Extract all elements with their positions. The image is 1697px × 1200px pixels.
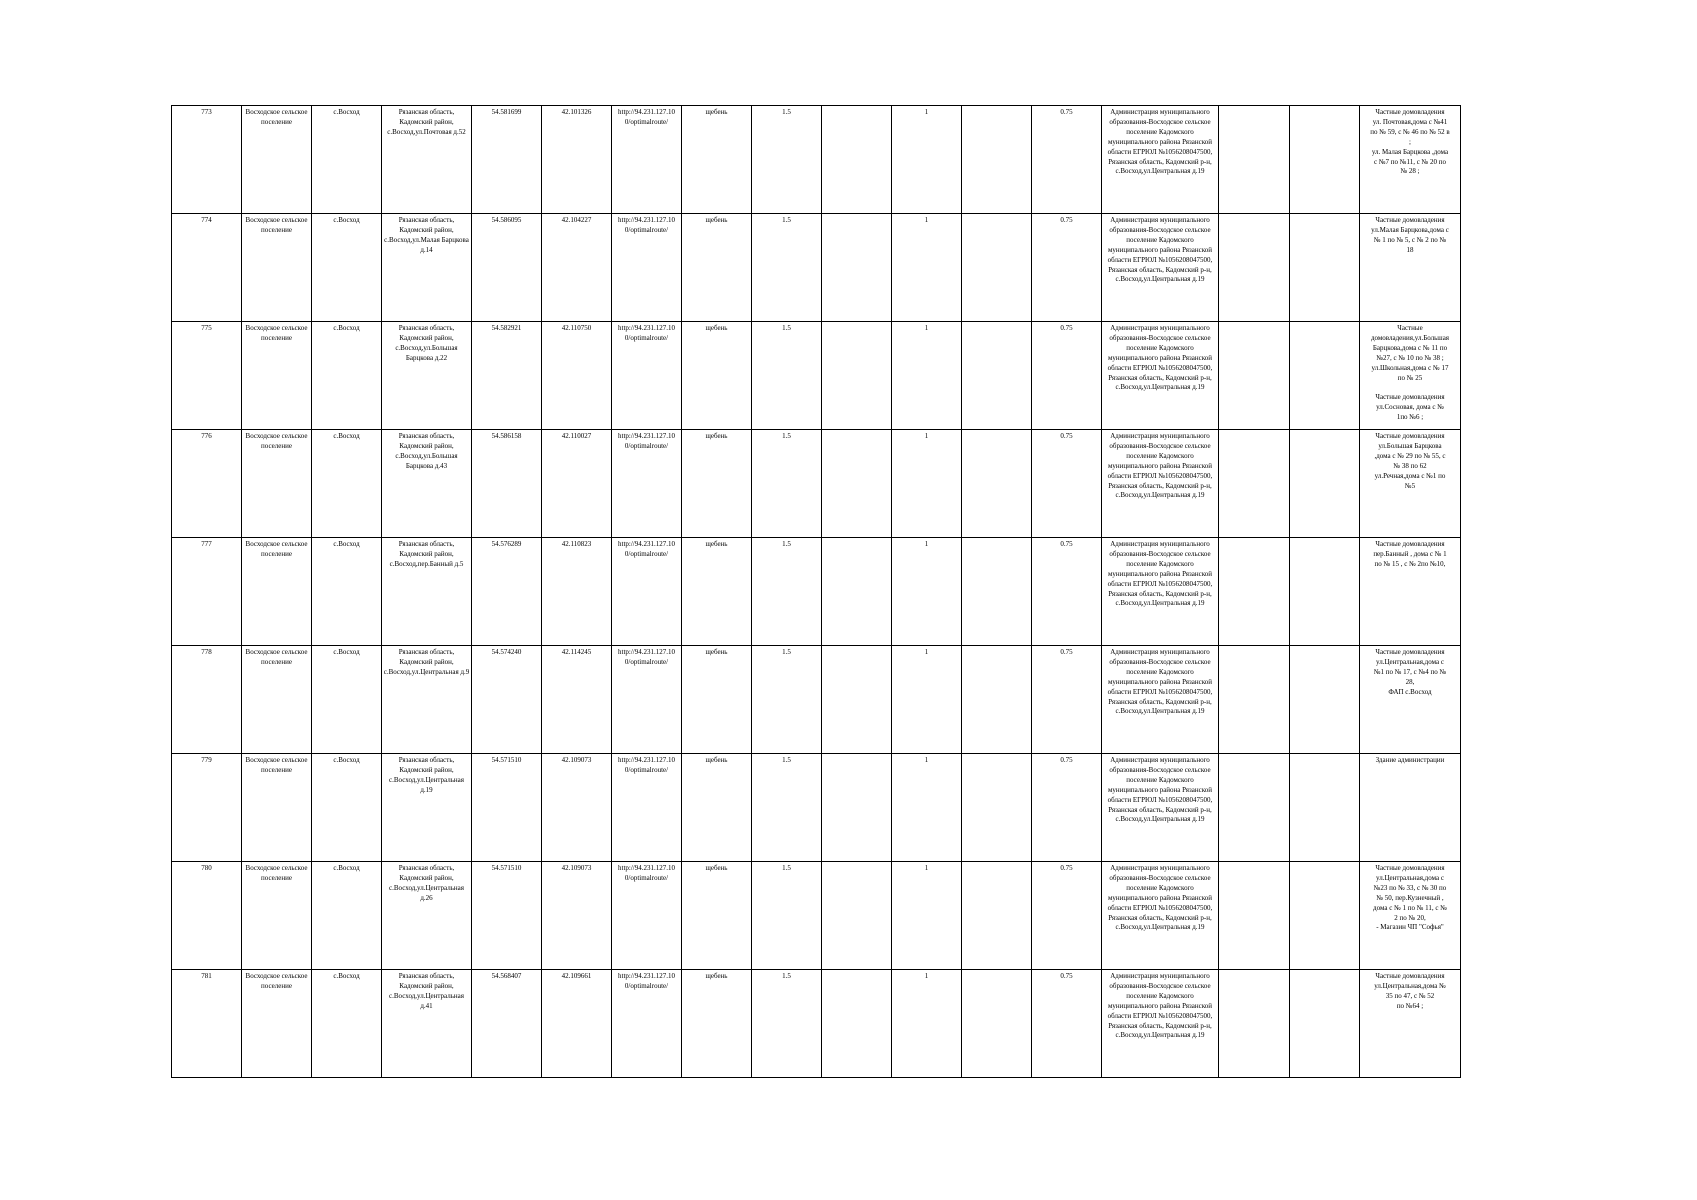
cell-settlement: Восходское сельское поселение — [242, 322, 312, 430]
cell-settlement: Восходское сельское поселение — [242, 646, 312, 754]
cell-empty — [1219, 862, 1290, 970]
cell-empty — [822, 322, 892, 430]
table-row — [172, 106, 1461, 214]
cell-latitude: 54.571510 — [472, 862, 542, 970]
cell-waste-sources — [1360, 646, 1461, 754]
cell-empty — [822, 106, 892, 214]
cell-surface: щебень — [682, 970, 752, 1078]
cell-waste-sources — [1360, 106, 1461, 214]
cell-empty — [1290, 106, 1360, 214]
cell-locality: с.Восход — [312, 214, 382, 322]
waste-source-line: ул. Малая Барцкова ,дома — [1371, 147, 1449, 156]
cell-volume: 0.75 — [1032, 214, 1102, 322]
cell-owner: Администрация муниципального образования-Восходское сельское поселение Кадомского муниципального района Рязанской области ЕГРЮЛ №1056208047500, Рязанская область, Кадомский р-н, с.Восход,ул.Центральная д.19 — [1102, 646, 1219, 754]
cell-route-link[interactable]: http://94.231.127.10 0/optimalroute/ — [612, 754, 682, 862]
cell-latitude: 54.571510 — [472, 754, 542, 862]
cell-locality: с.Восход — [312, 862, 382, 970]
cell-address: Рязанская область, Кадомский район, с.Восход,пер.Банный д.5 — [382, 538, 472, 646]
cell-empty — [822, 538, 892, 646]
cell-volume: 0.75 — [1032, 754, 1102, 862]
cell-number: 774 — [172, 214, 242, 322]
cell-surface: щебень — [682, 322, 752, 430]
waste-source-line: по № 15 , с № 2по №10, — [1374, 559, 1446, 568]
cell-empty — [822, 214, 892, 322]
cell-settlement: Восходское сельское поселение — [242, 862, 312, 970]
cell-waste-sources — [1360, 322, 1461, 430]
waste-source-line: № 1 по № 5, с № 2 по № — [1373, 235, 1447, 244]
cell-latitude: 54.568407 — [472, 970, 542, 1078]
cell-volume: 0.75 — [1032, 646, 1102, 754]
cell-locality: с.Восход — [312, 430, 382, 538]
cell-number: 773 — [172, 106, 242, 214]
cell-latitude: 54.586095 — [472, 214, 542, 322]
cell-owner: Администрация муниципального образования-Восходское сельское поселение Кадомского муниципального района Рязанской области ЕГРЮЛ №1056208047500, Рязанская область, Кадомский р-н, с.Восход,ул.Центральная д.19 — [1102, 862, 1219, 970]
cell-container-count: 1 — [892, 970, 962, 1078]
table-row — [172, 538, 1461, 646]
cell-empty — [1219, 322, 1290, 430]
table-row — [172, 214, 1461, 322]
waste-source-line: Частные — [1397, 324, 1423, 332]
cell-container-count: 1 — [892, 862, 962, 970]
registry-rows — [172, 106, 1461, 1078]
cell-owner: Администрация муниципального образования-Восходское сельское поселение Кадомского муниципального района Рязанской области ЕГРЮЛ №1056208047500, Рязанская область, Кадомский р-н, с.Восход,ул.Центральная д.19 — [1102, 538, 1219, 646]
cell-surface: щебень — [682, 538, 752, 646]
cell-empty — [1219, 214, 1290, 322]
waste-source-line: №5 — [1404, 481, 1416, 490]
waste-source-line: ; — [1409, 137, 1411, 146]
cell-number: 779 — [172, 754, 242, 862]
cell-surface: щебень — [682, 430, 752, 538]
cell-empty — [962, 970, 1032, 1078]
waste-source-line: № 38 по 62 — [1393, 461, 1427, 470]
cell-locality: с.Восход — [312, 106, 382, 214]
cell-address: Рязанская область, Кадомский район, с.Восход,ул.Малая Барцкова д.14 — [382, 214, 472, 322]
waste-source-line: Здание администрации — [1375, 756, 1445, 764]
waste-source-line: Барцкова,дома с № 11 по — [1372, 343, 1448, 352]
cell-address: Рязанская область, Кадомский район, с.Восход,ул.Центральная д.19 — [382, 754, 472, 862]
cell-area: 1.5 — [752, 322, 822, 430]
waste-source-line: Частные домовладения — [1375, 972, 1445, 980]
cell-empty — [962, 106, 1032, 214]
table-row — [172, 970, 1461, 1078]
cell-empty — [1219, 538, 1290, 646]
waste-source-line — [1361, 383, 1459, 393]
cell-locality: с.Восход — [312, 322, 382, 430]
waste-source-line: ФАП с.Восход — [1388, 687, 1432, 696]
cell-route-link[interactable]: http://94.231.127.10 0/optimalroute/ — [612, 430, 682, 538]
cell-empty — [1290, 862, 1360, 970]
cell-latitude: 54.586158 — [472, 430, 542, 538]
cell-address: Рязанская область, Кадомский район, с.Восход,ул.Большая Барцкова д.43 — [382, 430, 472, 538]
waste-source-line: ул. Почтовая,дома с №41 — [1372, 117, 1448, 126]
cell-number: 775 — [172, 322, 242, 430]
cell-empty — [822, 430, 892, 538]
waste-source-line: ул.Большая Барцкова — [1378, 441, 1442, 450]
waste-source-line: по № 25 — [1397, 373, 1423, 382]
cell-surface: щебень — [682, 646, 752, 754]
registry-table — [171, 105, 1461, 1078]
cell-empty — [1290, 214, 1360, 322]
cell-number: 781 — [172, 970, 242, 1078]
waste-source-line: Частные домовладения — [1375, 432, 1445, 440]
cell-empty — [1219, 646, 1290, 754]
cell-empty — [962, 754, 1032, 862]
waste-source-line: - Магазин ЧП "Софья" — [1376, 923, 1444, 932]
cell-locality: с.Восход — [312, 754, 382, 862]
cell-surface: щебень — [682, 754, 752, 862]
cell-route-link[interactable]: http://94.231.127.10 0/optimalroute/ — [612, 538, 682, 646]
cell-surface: щебень — [682, 106, 752, 214]
cell-empty — [962, 538, 1032, 646]
cell-empty — [822, 754, 892, 862]
cell-empty — [822, 862, 892, 970]
cell-waste-sources — [1360, 430, 1461, 538]
cell-waste-sources — [1360, 538, 1461, 646]
cell-owner: Администрация муниципального образования-Восходское сельское поселение Кадомского муниципального района Рязанской области ЕГРЮЛ №1056208047500, Рязанская область, Кадомский р-н, с.Восход,ул.Центральная д.19 — [1102, 106, 1219, 214]
cell-container-count: 1 — [892, 322, 962, 430]
cell-route-link[interactable]: http://94.231.127.10 0/optimalroute/ — [612, 322, 682, 430]
cell-number: 780 — [172, 862, 242, 970]
cell-owner: Администрация муниципального образования-Восходское сельское поселение Кадомского муниципального района Рязанской области ЕГРЮЛ №1056208047500, Рязанская область, Кадомский р-н, с.Восход,ул.Центральная д.19 — [1102, 970, 1219, 1078]
waste-source-line: по № 59, с № 46 по № 52 в — [1370, 127, 1450, 136]
waste-source-line: Частные домовладения — [1375, 540, 1445, 548]
cell-route-link[interactable]: http://94.231.127.10 0/optimalroute/ — [612, 214, 682, 322]
cell-latitude: 54.582921 — [472, 322, 542, 430]
waste-source-line: 2 по № 20, — [1394, 913, 1426, 922]
cell-longitude: 42.101326 — [542, 106, 612, 214]
table-row — [172, 862, 1461, 970]
cell-latitude: 54.576289 — [472, 538, 542, 646]
cell-empty — [962, 322, 1032, 430]
cell-area: 1.5 — [752, 214, 822, 322]
cell-address: Рязанская область, Кадомский район, с.Восход,ул.Центральная д.9 — [382, 646, 472, 754]
cell-waste-sources — [1360, 970, 1461, 1078]
cell-volume: 0.75 — [1032, 970, 1102, 1078]
cell-empty — [1290, 322, 1360, 430]
cell-area: 1.5 — [752, 646, 822, 754]
waste-source-line: Частные домовладения — [1375, 216, 1445, 224]
waste-source-line: по №64 ; — [1396, 1001, 1424, 1010]
cell-latitude: 54.574240 — [472, 646, 542, 754]
cell-waste-sources — [1360, 754, 1461, 862]
cell-longitude: 42.114245 — [542, 646, 612, 754]
cell-longitude: 42.109661 — [542, 970, 612, 1078]
cell-locality: с.Восход — [312, 646, 382, 754]
cell-owner: Администрация муниципального образования-Восходское сельское поселение Кадомского муниципального района Рязанской области ЕГРЮЛ №1056208047500, Рязанская область, Кадомский р-н, с.Восход,ул.Центральная д.19 — [1102, 322, 1219, 430]
cell-volume: 0.75 — [1032, 106, 1102, 214]
cell-area: 1.5 — [752, 538, 822, 646]
cell-number: 777 — [172, 538, 242, 646]
cell-container-count: 1 — [892, 430, 962, 538]
cell-container-count: 1 — [892, 538, 962, 646]
cell-longitude: 42.104227 — [542, 214, 612, 322]
cell-area: 1.5 — [752, 106, 822, 214]
cell-settlement: Восходское сельское поселение — [242, 754, 312, 862]
cell-waste-sources — [1360, 214, 1461, 322]
waste-source-line: Частные домовладения — [1375, 108, 1445, 116]
waste-source-line: Частные домовладения — [1375, 864, 1445, 872]
waste-source-line: 35 по 47, с № 52 — [1385, 991, 1435, 1000]
waste-source-line: №27, с № 10 по № 38 ; — [1376, 353, 1444, 362]
table-row — [172, 646, 1461, 754]
cell-empty — [1290, 970, 1360, 1078]
cell-settlement: Восходское сельское поселение — [242, 214, 312, 322]
cell-empty — [1219, 970, 1290, 1078]
waste-source-line: ул.Центральная,дома с — [1376, 657, 1444, 666]
cell-locality: с.Восход — [312, 538, 382, 646]
cell-settlement: Восходское сельское поселение — [242, 970, 312, 1078]
cell-longitude: 42.109073 — [542, 754, 612, 862]
waste-source-line: дома с № 1 по № 11, с № — [1373, 903, 1447, 912]
cell-container-count: 1 — [892, 106, 962, 214]
waste-source-line: ул.Центральная,дома с — [1376, 873, 1444, 882]
cell-number: 778 — [172, 646, 242, 754]
waste-source-line: Частные домовладения — [1375, 648, 1445, 656]
cell-empty — [1219, 106, 1290, 214]
cell-area: 1.5 — [752, 970, 822, 1078]
waste-source-line: 1по №6 ; — [1396, 413, 1424, 422]
cell-owner: Администрация муниципального образования-Восходское сельское поселение Кадомского муниципального района Рязанской области ЕГРЮЛ №1056208047500, Рязанская область, Кадомский р-н, с.Восход,ул.Центральная д.19 — [1102, 214, 1219, 322]
waste-source-line: пер.Банный , дома с № 1 — [1373, 549, 1447, 558]
waste-source-line: ул.Сосновая, дома с № — [1376, 403, 1444, 412]
cell-empty — [962, 646, 1032, 754]
cell-route-link[interactable]: http://94.231.127.10 0/optimalroute/ — [612, 106, 682, 214]
cell-route-link[interactable]: http://94.231.127.10 0/optimalroute/ — [612, 646, 682, 754]
cell-volume: 0.75 — [1032, 862, 1102, 970]
cell-volume: 0.75 — [1032, 430, 1102, 538]
cell-settlement: Восходское сельское поселение — [242, 538, 312, 646]
table-row — [172, 754, 1461, 862]
waste-source-line: 28, — [1405, 677, 1415, 686]
cell-volume: 0.75 — [1032, 538, 1102, 646]
cell-area: 1.5 — [752, 754, 822, 862]
cell-address: Рязанская область, Кадомский район, с.Восход,ул.Почтовая д.52 — [382, 106, 472, 214]
cell-area: 1.5 — [752, 862, 822, 970]
cell-empty — [962, 430, 1032, 538]
waste-source-line: 18 — [1406, 245, 1414, 254]
cell-waste-sources — [1360, 862, 1461, 970]
cell-settlement: Восходское сельское поселение — [242, 106, 312, 214]
cell-longitude: 42.110750 — [542, 322, 612, 430]
cell-empty — [962, 862, 1032, 970]
cell-settlement: Восходское сельское поселение — [242, 430, 312, 538]
cell-container-count: 1 — [892, 754, 962, 862]
waste-source-line: № 50, пер.Кузнечный , — [1376, 893, 1444, 902]
table-row — [172, 322, 1461, 430]
cell-longitude: 42.110027 — [542, 430, 612, 538]
cell-longitude: 42.110823 — [542, 538, 612, 646]
cell-empty — [822, 970, 892, 1078]
table-row — [172, 430, 1461, 538]
cell-owner: Администрация муниципального образования-Восходское сельское поселение Кадомского муниципального района Рязанской области ЕГРЮЛ №1056208047500, Рязанская область, Кадомский р-н, с.Восход,ул.Центральная д.19 — [1102, 430, 1219, 538]
cell-address: Рязанская область, Кадомский район, с.Восход,ул.Центральная д.26 — [382, 862, 472, 970]
cell-empty — [822, 646, 892, 754]
waste-source-line: №23 по № 33, с № 30 по — [1373, 883, 1447, 892]
waste-source-line: № 28 ; — [1400, 167, 1420, 176]
waste-source-line: ул.Центральная,дома № — [1374, 981, 1446, 990]
cell-address: Рязанская область, Кадомский район, с.Восход,ул.Большая Барцкова д.22 — [382, 322, 472, 430]
waste-source-line: №1 по № 17, с №4 по № — [1373, 667, 1447, 676]
waste-source-line: ул.Речная,дома с №1 по — [1374, 471, 1446, 480]
cell-surface: щебень — [682, 214, 752, 322]
cell-number: 776 — [172, 430, 242, 538]
cell-area: 1.5 — [752, 430, 822, 538]
cell-locality: с.Восход — [312, 970, 382, 1078]
cell-empty — [1219, 430, 1290, 538]
cell-empty — [1290, 430, 1360, 538]
cell-volume: 0.75 — [1032, 322, 1102, 430]
cell-address: Рязанская область, Кадомский район, с.Восход,ул.Центральная д.41 — [382, 970, 472, 1078]
cell-empty — [1290, 754, 1360, 862]
cell-surface: щебень — [682, 862, 752, 970]
cell-latitude: 54.581699 — [472, 106, 542, 214]
cell-empty — [1219, 754, 1290, 862]
cell-route-link[interactable]: http://94.231.127.10 0/optimalroute/ — [612, 862, 682, 970]
cell-empty — [1290, 538, 1360, 646]
waste-source-line: ,дома с № 29 по № 55, с — [1374, 451, 1446, 460]
cell-route-link[interactable]: http://94.231.127.10 0/optimalroute/ — [612, 970, 682, 1078]
waste-source-line: ул.Школьная,дома с № 17 — [1371, 363, 1449, 372]
waste-source-line: домовладения,ул.Большая — [1370, 333, 1450, 342]
cell-empty — [962, 214, 1032, 322]
cell-container-count: 1 — [892, 214, 962, 322]
cell-container-count: 1 — [892, 646, 962, 754]
waste-source-line: ул.Малая Барцкова,дома с — [1371, 225, 1449, 234]
cell-owner: Администрация муниципального образования-Восходское сельское поселение Кадомского муниципального района Рязанской области ЕГРЮЛ №1056208047500, Рязанская область, Кадомский р-н, с.Восход,ул.Центральная д.19 — [1102, 754, 1219, 862]
waste-source-line: с №7 по №11, с № 20 по — [1374, 157, 1446, 166]
cell-empty — [1290, 646, 1360, 754]
waste-source-line: Частные домовладения — [1375, 393, 1445, 402]
cell-longitude: 42.109073 — [542, 862, 612, 970]
